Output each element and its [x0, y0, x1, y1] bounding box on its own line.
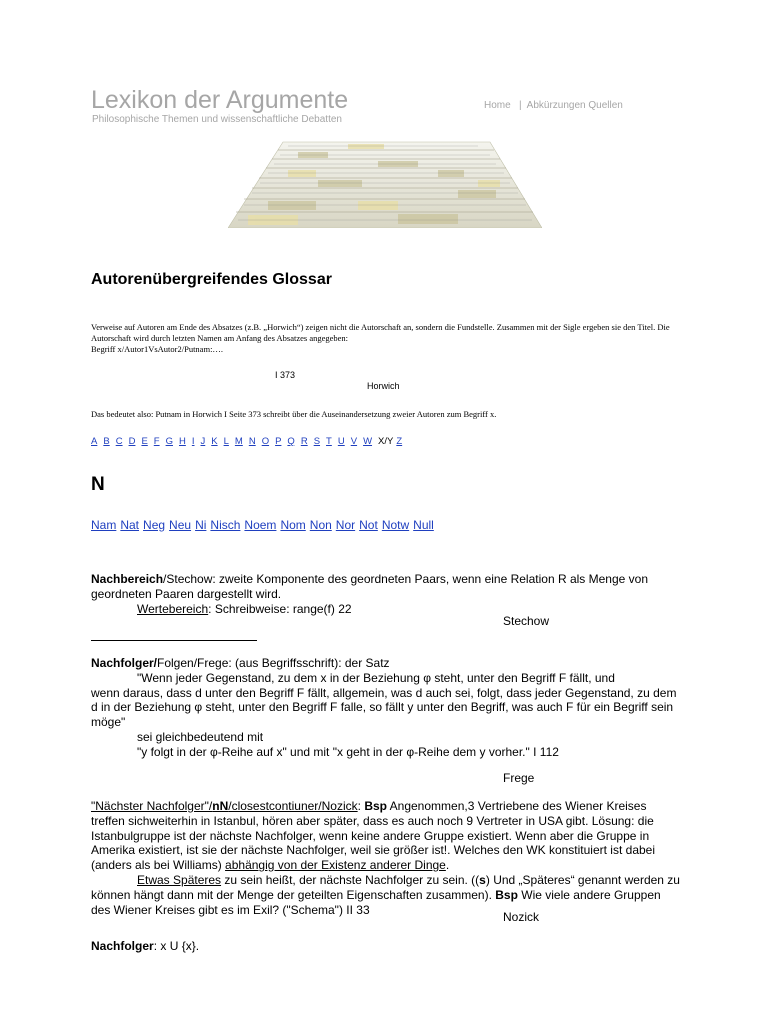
entry-source-author: Stechow — [503, 614, 550, 628]
alphabet-current-xy: X/Y — [378, 436, 394, 447]
alphabet-link-i[interactable]: I — [191, 436, 195, 447]
alphabet-link-o[interactable]: O — [261, 436, 270, 447]
entry-text: /Stechow: zweite Komponente des geordneten Paars, wenn eine Relation R als Menge von geordneten Paaren dargestellt wird. — [91, 572, 648, 601]
entry-quote-continuation: wenn daraus, dass d unter den Begriff F fällt, allgemein, was d auch sei, folgt, dass jeder Gegenstand, zu dem d in der Beziehung φ steht, unter den Begriff F falle, so fällt y unter den Begriff, was auch F für ein Begriff sein möge" — [91, 685, 677, 730]
entry-term: Nachfolger/ — [91, 656, 158, 670]
alphabet-link-v[interactable]: V — [350, 436, 358, 447]
entry-text: ) Und „Späteres“ genannt werden zu können hängt dann mit der Menge der geteilten Eigenschaften zusammen). — [91, 872, 680, 902]
subsection-link-ni[interactable]: Ni — [195, 518, 207, 532]
subsection-link-nam[interactable]: Nam — [91, 518, 117, 532]
entry-link[interactable]: Etwas Späteres — [137, 872, 222, 887]
entry-text: : — [357, 799, 365, 813]
glossary-intro — [91, 322, 681, 355]
entry-source-author: Frege — [503, 771, 535, 785]
entry-text: : x U {x}. — [153, 939, 200, 953]
subsection-link-not[interactable]: Not — [359, 518, 378, 532]
alphabet-link-q[interactable]: Q — [287, 436, 295, 447]
glossary-entry — [91, 572, 681, 616]
subsection-link-null[interactable]: Null — [413, 518, 434, 532]
glossary-entry — [91, 656, 681, 760]
alphabet-link-t[interactable]: T — [326, 436, 332, 447]
subsection-link-nor[interactable]: Nor — [335, 518, 356, 532]
entry-term: Nachfolger — [91, 939, 154, 953]
nav-abbreviations-link[interactable]: Abkürzungen — [526, 100, 586, 111]
alphabet-link-k[interactable]: K — [211, 436, 218, 447]
site-subtitle: Philosophische Themen und wissenschaftliche Debatten — [92, 114, 342, 125]
entry-text: : Schreibweise: range(f) 22 — [208, 601, 352, 616]
alphabet-link-s[interactable]: S — [313, 436, 321, 447]
subsection-link-non[interactable]: Non — [309, 518, 332, 532]
nav-home-link[interactable]: Home — [484, 100, 511, 111]
alphabet-link-p[interactable]: P — [275, 436, 282, 447]
example-marker: Bsp — [495, 887, 518, 902]
entry-text: Wie viele andere Gruppen des Wiener Kreises gibt es im Exil? ("Schema") II 33 — [91, 887, 661, 917]
entry-text: sei gleichbedeutend mit — [137, 729, 264, 744]
alphabet-link-l[interactable]: L — [223, 436, 229, 447]
subsection-link-nat[interactable]: Nat — [120, 518, 140, 532]
example-explanation: Das bedeutet also: Putnam in Horwich I Seite 373 schreibt über die Auseinandersetzung zweier Autoren zum Begriff x. — [91, 409, 497, 419]
nav-separator: | — [519, 100, 522, 111]
alphabet-navigation — [91, 436, 408, 447]
alphabet-link-b[interactable]: B — [103, 436, 110, 447]
nav-sources-link[interactable]: Quellen — [588, 100, 623, 111]
current-letter-heading: N — [91, 474, 105, 495]
subsection-link-notw[interactable]: Notw — [381, 518, 410, 532]
example-marker: Bsp — [364, 799, 387, 813]
alphabet-link-g[interactable]: G — [165, 436, 173, 447]
divider — [91, 640, 257, 641]
subsection-link-nom[interactable]: Nom — [280, 518, 306, 532]
subsection-link-neu[interactable]: Neu — [169, 518, 192, 532]
entry-term-part: nN — [212, 799, 229, 813]
entry-link[interactable]: Wertebereich — [137, 601, 209, 616]
entry-term: Nachbereich — [91, 572, 164, 586]
alphabet-link-d[interactable]: D — [128, 436, 136, 447]
alphabet-link-h[interactable]: H — [178, 436, 186, 447]
entry-term-part: "Nächster Nachfolger"/ — [91, 799, 213, 813]
entry-text: . — [445, 858, 450, 873]
intro-paragraph: Verweise auf Autoren am Ende des Absatzes (z.B. „Horwich“) zeigen nicht die Autorschaft an, sondern die Fundstelle. Zusammen mit der Sigle ergeben sie den Titel. Die Autorschaft wird durch letzten Namen am Anfang des Absatzes angegeben: — [91, 322, 670, 343]
header-banner-image — [228, 140, 542, 228]
entry-text: "y folgt in der φ-Reihe auf x" und mit "x geht in der φ-Reihe dem y vorher." I 112 — [137, 744, 559, 759]
entry-text: Angenommen,3 Vertriebene des Wiener Kreises treffen sichweiterhin in Istanbul, hören aber später, dass es auch noch 9 Vertreter in USA gibt. Lösung: die Istanbulgruppe ist der nächste Nachfolger, wenn keine andere Gruppe existiert. Wenn aber die Gruppe in Amerika existiert, ist sie der nächste Nachfolger, weil sie größer ist!. Welches den WK konstituiert ist dabei (anders als bei Williams) — [91, 799, 656, 873]
intro-pattern: Begriff x/Autor1VsAutor2/Putnam:…. — [91, 344, 224, 354]
example-reference: I 373 — [275, 370, 296, 380]
example-author: Horwich — [367, 381, 400, 391]
glossary-entry — [91, 939, 681, 954]
entry-term-part: /closestcontiuner/Nozick — [228, 799, 358, 813]
entry-text: Folgen/Frege: (aus Begriffsschrift): der Satz — [157, 656, 390, 670]
alphabet-link-z[interactable]: Z — [396, 436, 403, 447]
alphabet-link-u[interactable]: U — [337, 436, 345, 447]
site-title[interactable]: Lexikon der Argumente — [91, 86, 349, 114]
entry-text-bold: s — [479, 872, 486, 887]
entry-link[interactable]: abhängig von der Existenz anderer Dinge — [225, 858, 446, 873]
alphabet-link-c[interactable]: C — [115, 436, 123, 447]
entry-text: zu sein heißt, der nächste Nachfolger zu sein. (( — [221, 872, 480, 887]
entry-term-link[interactable] — [91, 799, 358, 813]
subsection-link-noem[interactable]: Noem — [244, 518, 277, 532]
subsection-link-nisch[interactable]: Nisch — [210, 518, 241, 532]
top-navigation — [484, 100, 623, 111]
alphabet-link-a[interactable]: A — [91, 436, 98, 447]
alphabet-link-w[interactable]: W — [363, 436, 373, 447]
alphabet-link-r[interactable]: R — [300, 436, 308, 447]
alphabet-link-n[interactable]: N — [248, 436, 256, 447]
glossary-entry — [91, 799, 681, 917]
entry-quote-first-line: "Wenn jeder Gegenstand, zu dem x in der Beziehung φ steht, unter den Begriff F fällt, und — [137, 670, 615, 685]
alphabet-link-e[interactable]: E — [141, 436, 148, 447]
alphabet-link-m[interactable]: M — [234, 436, 243, 447]
subsection-link-neg[interactable]: Neg — [143, 518, 166, 532]
alphabet-link-f[interactable]: F — [153, 436, 160, 447]
glossary-title: Autorenübergreifendes Glossar — [91, 271, 332, 288]
letter-subsection-navigation — [91, 518, 438, 532]
entry-source-author: Nozick — [503, 910, 540, 924]
alphabet-link-j[interactable]: J — [200, 436, 206, 447]
